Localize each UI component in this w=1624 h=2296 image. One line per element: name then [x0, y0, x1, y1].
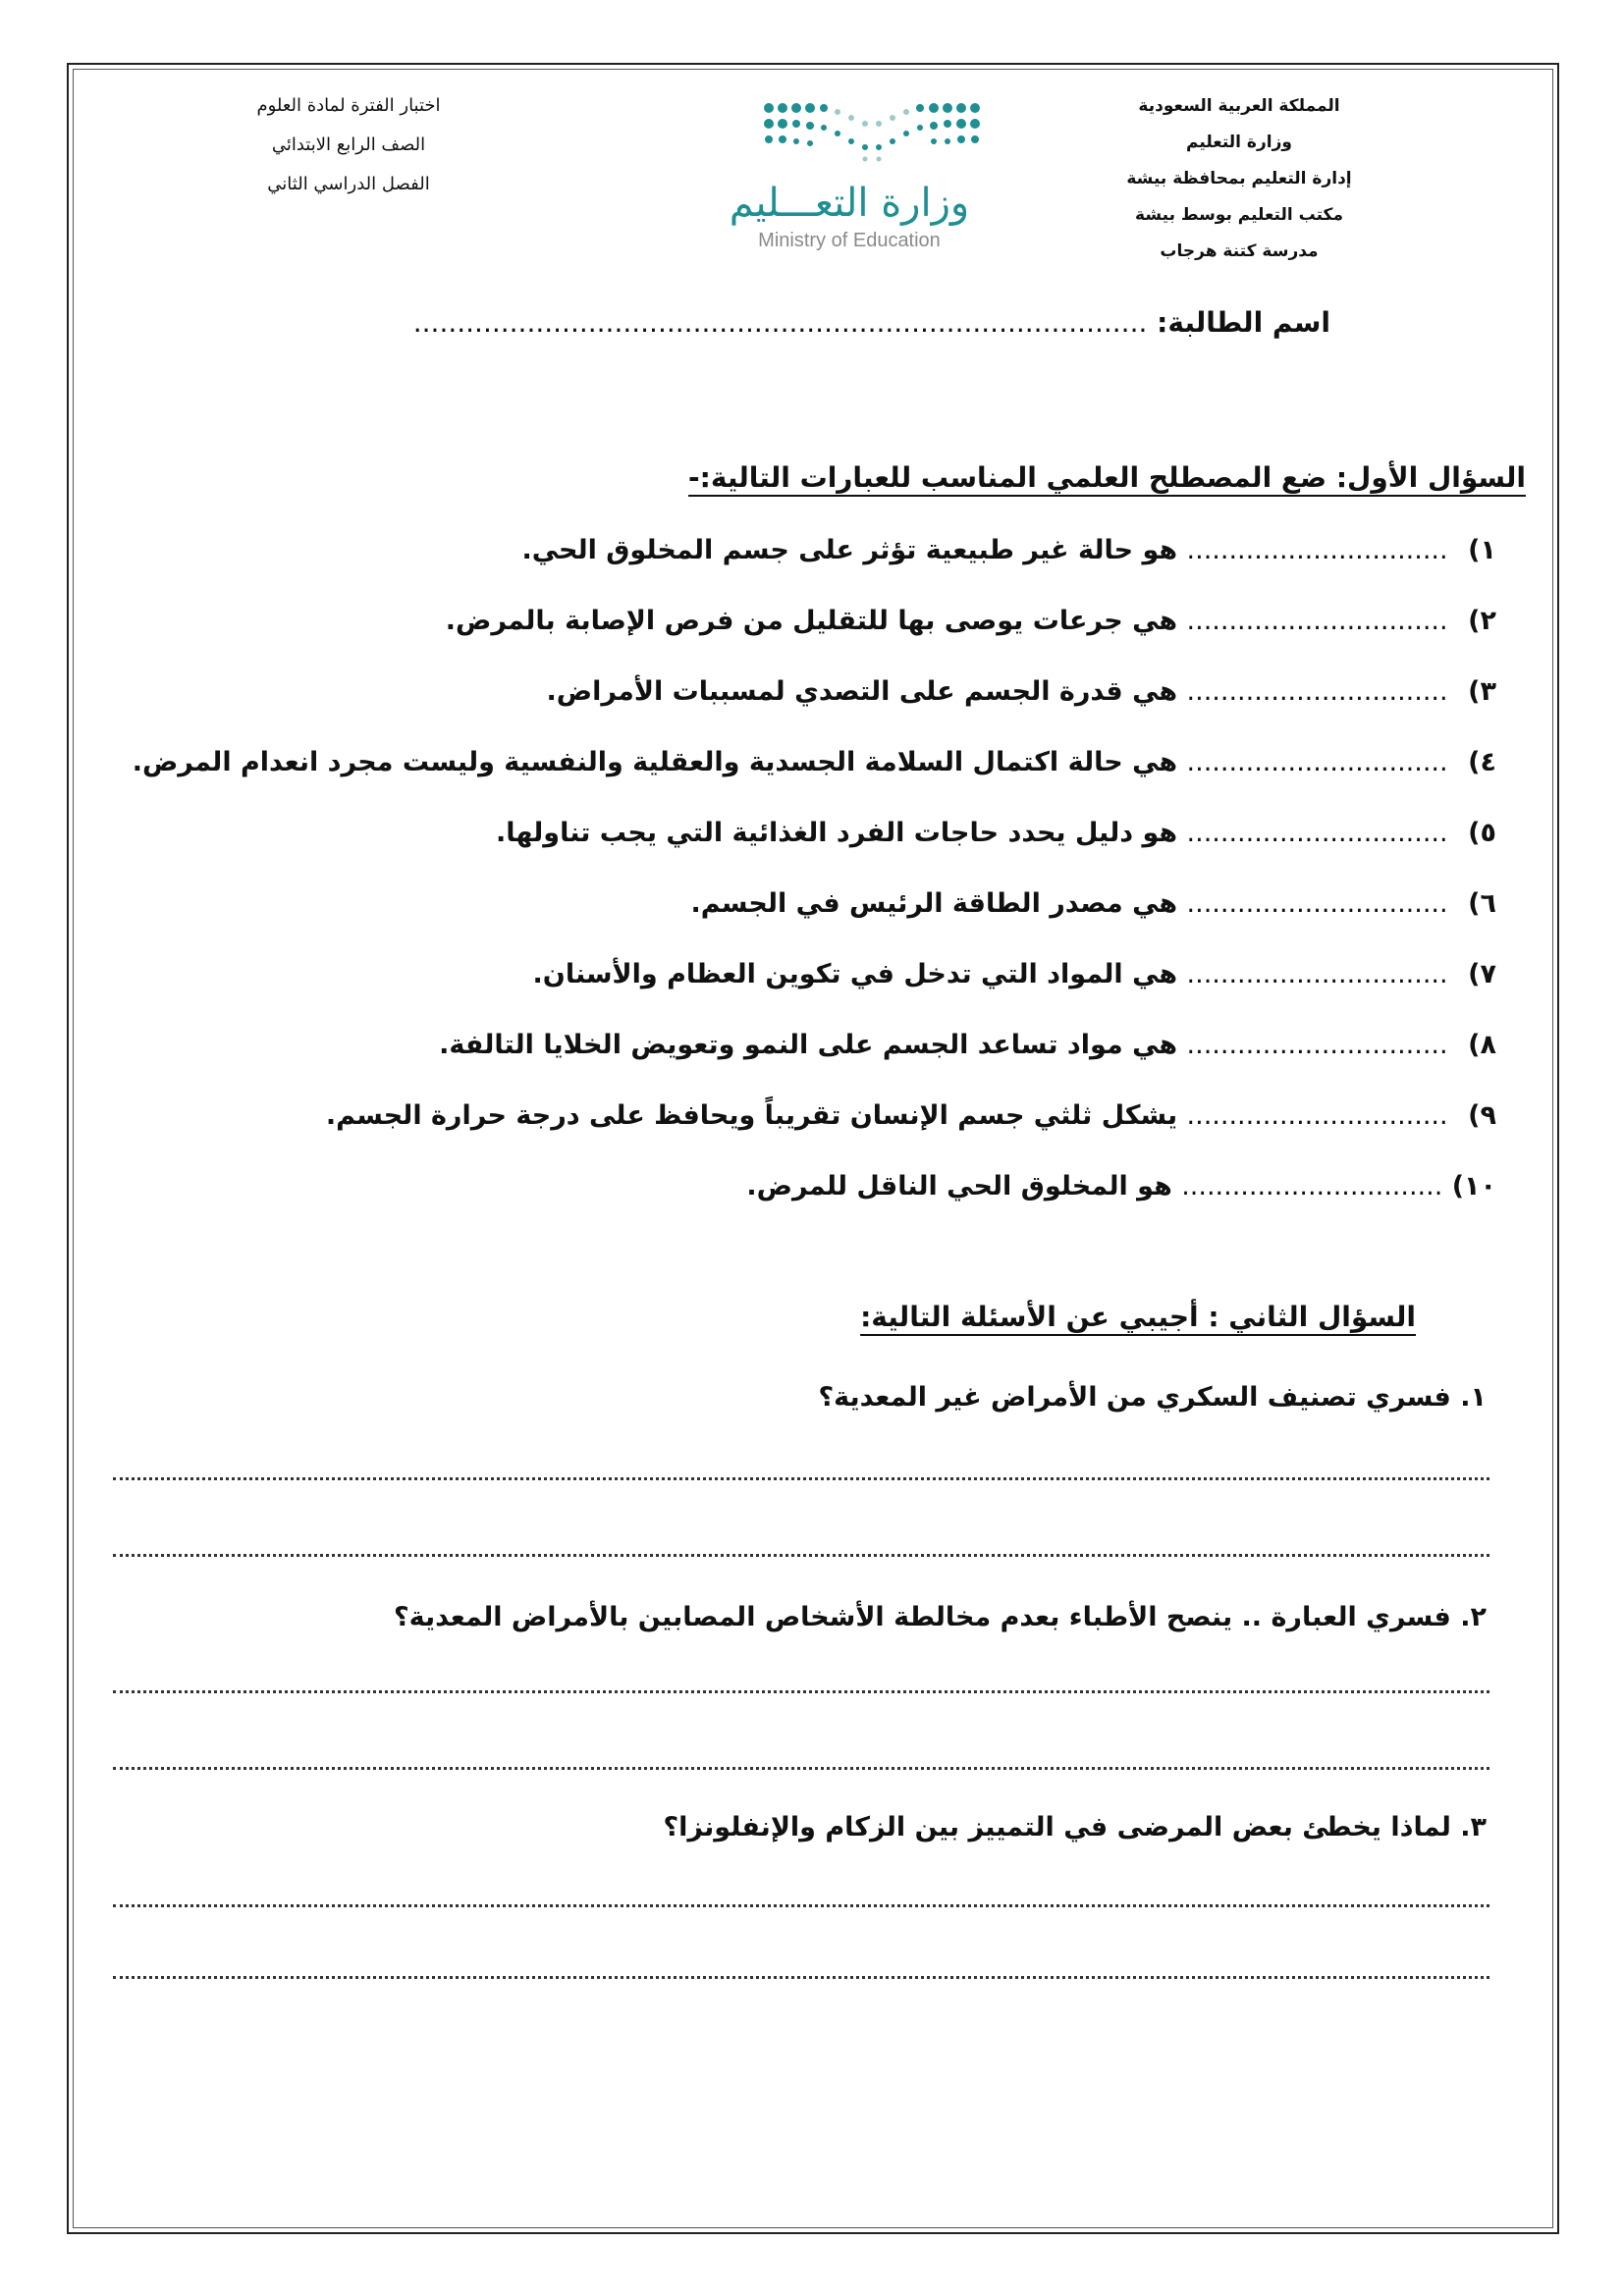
q1-item-blank[interactable]: ............................... [1186, 818, 1448, 848]
student-name-label: اسم الطالبة: [1157, 306, 1330, 339]
q1-item-blank[interactable]: ............................... [1186, 747, 1448, 777]
semester-label: الفصل الدراسي الثاني [267, 174, 430, 194]
q1-item-number: ٧) [1468, 959, 1496, 989]
q1-item-number: ١٠) [1451, 1171, 1496, 1201]
q1-item-number: ٢) [1468, 606, 1496, 636]
q1-item [533, 959, 1496, 989]
question-one-title: السؤال الأول: ضع المصطلح العلمي المناسب للعبارات التالية:- [688, 461, 1526, 494]
q2-item-text: لماذا يخطئ بعض المرضى في التمييز بين الزكام والإنفلونزا؟ [663, 1812, 1451, 1842]
q1-item [439, 1030, 1496, 1060]
q1-item-text: هو حالة غير طبيعية تؤثر على جسم المخلوق الحي. [521, 535, 1178, 565]
answer-line[interactable] [113, 1477, 1489, 1480]
answer-line[interactable] [113, 1690, 1489, 1693]
student-name-blank[interactable]: .................................................................................... [412, 306, 1148, 339]
q1-item [746, 1171, 1496, 1201]
logo-arabic-text: وزارة التعـــليم [729, 181, 970, 226]
q1-item-text: يشكل ثلثي جسم الإنسان تقريباً ويحافظ على درجة حرارة الجسم. [325, 1100, 1178, 1131]
question-two-title: السؤال الثاني : أجيبي عن الأسئلة التالية: [860, 1301, 1416, 1333]
logo-dots-icon [749, 98, 995, 167]
header-line-administration: إدارة التعليم بمحافظة بيشة [1126, 169, 1352, 188]
q1-item [690, 888, 1496, 919]
q1-item [521, 535, 1496, 565]
header-left [201, 86, 496, 204]
answer-line[interactable] [113, 1904, 1489, 1907]
q1-item [133, 747, 1496, 777]
q1-item-number: ٩) [1468, 1100, 1496, 1131]
header-line-office: مكتب التعليم بوسط بيشة [1135, 205, 1343, 225]
q2-item [818, 1382, 1487, 1413]
q1-item [326, 1100, 1496, 1131]
grade-label: الصف الرابع الابتدائي [271, 134, 426, 155]
q1-item-text: هي حالة اكتمال السلامة الجسدية والعقلية والنفسية وليست مجرد انعدام المرض. [132, 747, 1178, 777]
q1-item [547, 676, 1496, 707]
q2-item-number: ٢. [1460, 1602, 1487, 1632]
q2-item [394, 1602, 1487, 1632]
q1-item-blank[interactable]: ............................... [1186, 1030, 1448, 1060]
q1-item [446, 606, 1496, 636]
header-line-school: مدرسة كتنة هرجاب [1160, 241, 1319, 261]
answer-line[interactable] [113, 1554, 1489, 1557]
header-line-kingdom: المملكة العربية السعودية [1138, 96, 1340, 116]
q1-item-number: ٣) [1468, 676, 1496, 707]
page-border [67, 63, 1559, 2234]
q1-item-blank[interactable]: ............................... [1186, 676, 1448, 707]
answer-line[interactable] [113, 1976, 1489, 1979]
answer-line[interactable] [113, 1767, 1489, 1770]
q1-item-blank[interactable]: ............................... [1186, 535, 1448, 565]
q2-item-text: فسري العبارة .. ينصح الأطباء بعدم مخالطة الأشخاص المصابين بالأمراض المعدية؟ [393, 1602, 1451, 1632]
q1-item-text: هي مصدر الطاقة الرئيس في الجسم. [690, 888, 1178, 919]
q1-item-blank[interactable]: ............................... [1186, 888, 1448, 919]
exam-title: اختبار الفترة لمادة العلوم [256, 95, 441, 116]
header-right [1092, 88, 1386, 270]
ministry-logo [722, 98, 1016, 265]
q1-item [496, 818, 1496, 848]
q1-item-text: هي المواد التي تدخل في تكوين العظام والأسنان. [532, 959, 1178, 989]
q1-item-text: هي جرعات يوصى بها للتقليل من فرص الإصابة بالمرض. [445, 606, 1178, 636]
q1-item-number: ٦) [1468, 888, 1496, 919]
q1-item-number: ٥) [1468, 818, 1496, 848]
q1-item-blank[interactable]: ............................... [1186, 1100, 1448, 1131]
q1-item-blank[interactable]: ............................... [1181, 1171, 1443, 1201]
q1-item-blank[interactable]: ............................... [1186, 606, 1448, 636]
q1-item-blank[interactable]: ............................... [1186, 959, 1448, 989]
q1-item-number: ٨) [1468, 1030, 1496, 1060]
header-line-ministry: وزارة التعليم [1186, 133, 1292, 152]
logo-english-text: Ministry of Education [758, 230, 941, 251]
q1-item-text: هي قدرة الجسم على التصدي لمسببات الأمراض. [546, 676, 1178, 707]
q2-item-text: فسري تصنيف السكري من الأمراض غير المعدية؟ [818, 1382, 1451, 1413]
q1-item-text: هو دليل يحدد حاجات الفرد الغذائية التي يجب تناولها. [495, 818, 1178, 848]
q2-item-number: ١. [1460, 1382, 1487, 1413]
q1-item-number: ١) [1468, 535, 1496, 565]
q2-item-number: ٣. [1460, 1812, 1487, 1842]
q1-item-text: هي مواد تساعد الجسم على النمو وتعويض الخلايا التالفة. [439, 1030, 1178, 1060]
q1-item-number: ٤) [1468, 747, 1496, 777]
q2-item [663, 1812, 1487, 1842]
student-name-field[interactable] [388, 306, 1330, 339]
q1-item-text: هو المخلوق الحي الناقل للمرض. [746, 1171, 1172, 1201]
